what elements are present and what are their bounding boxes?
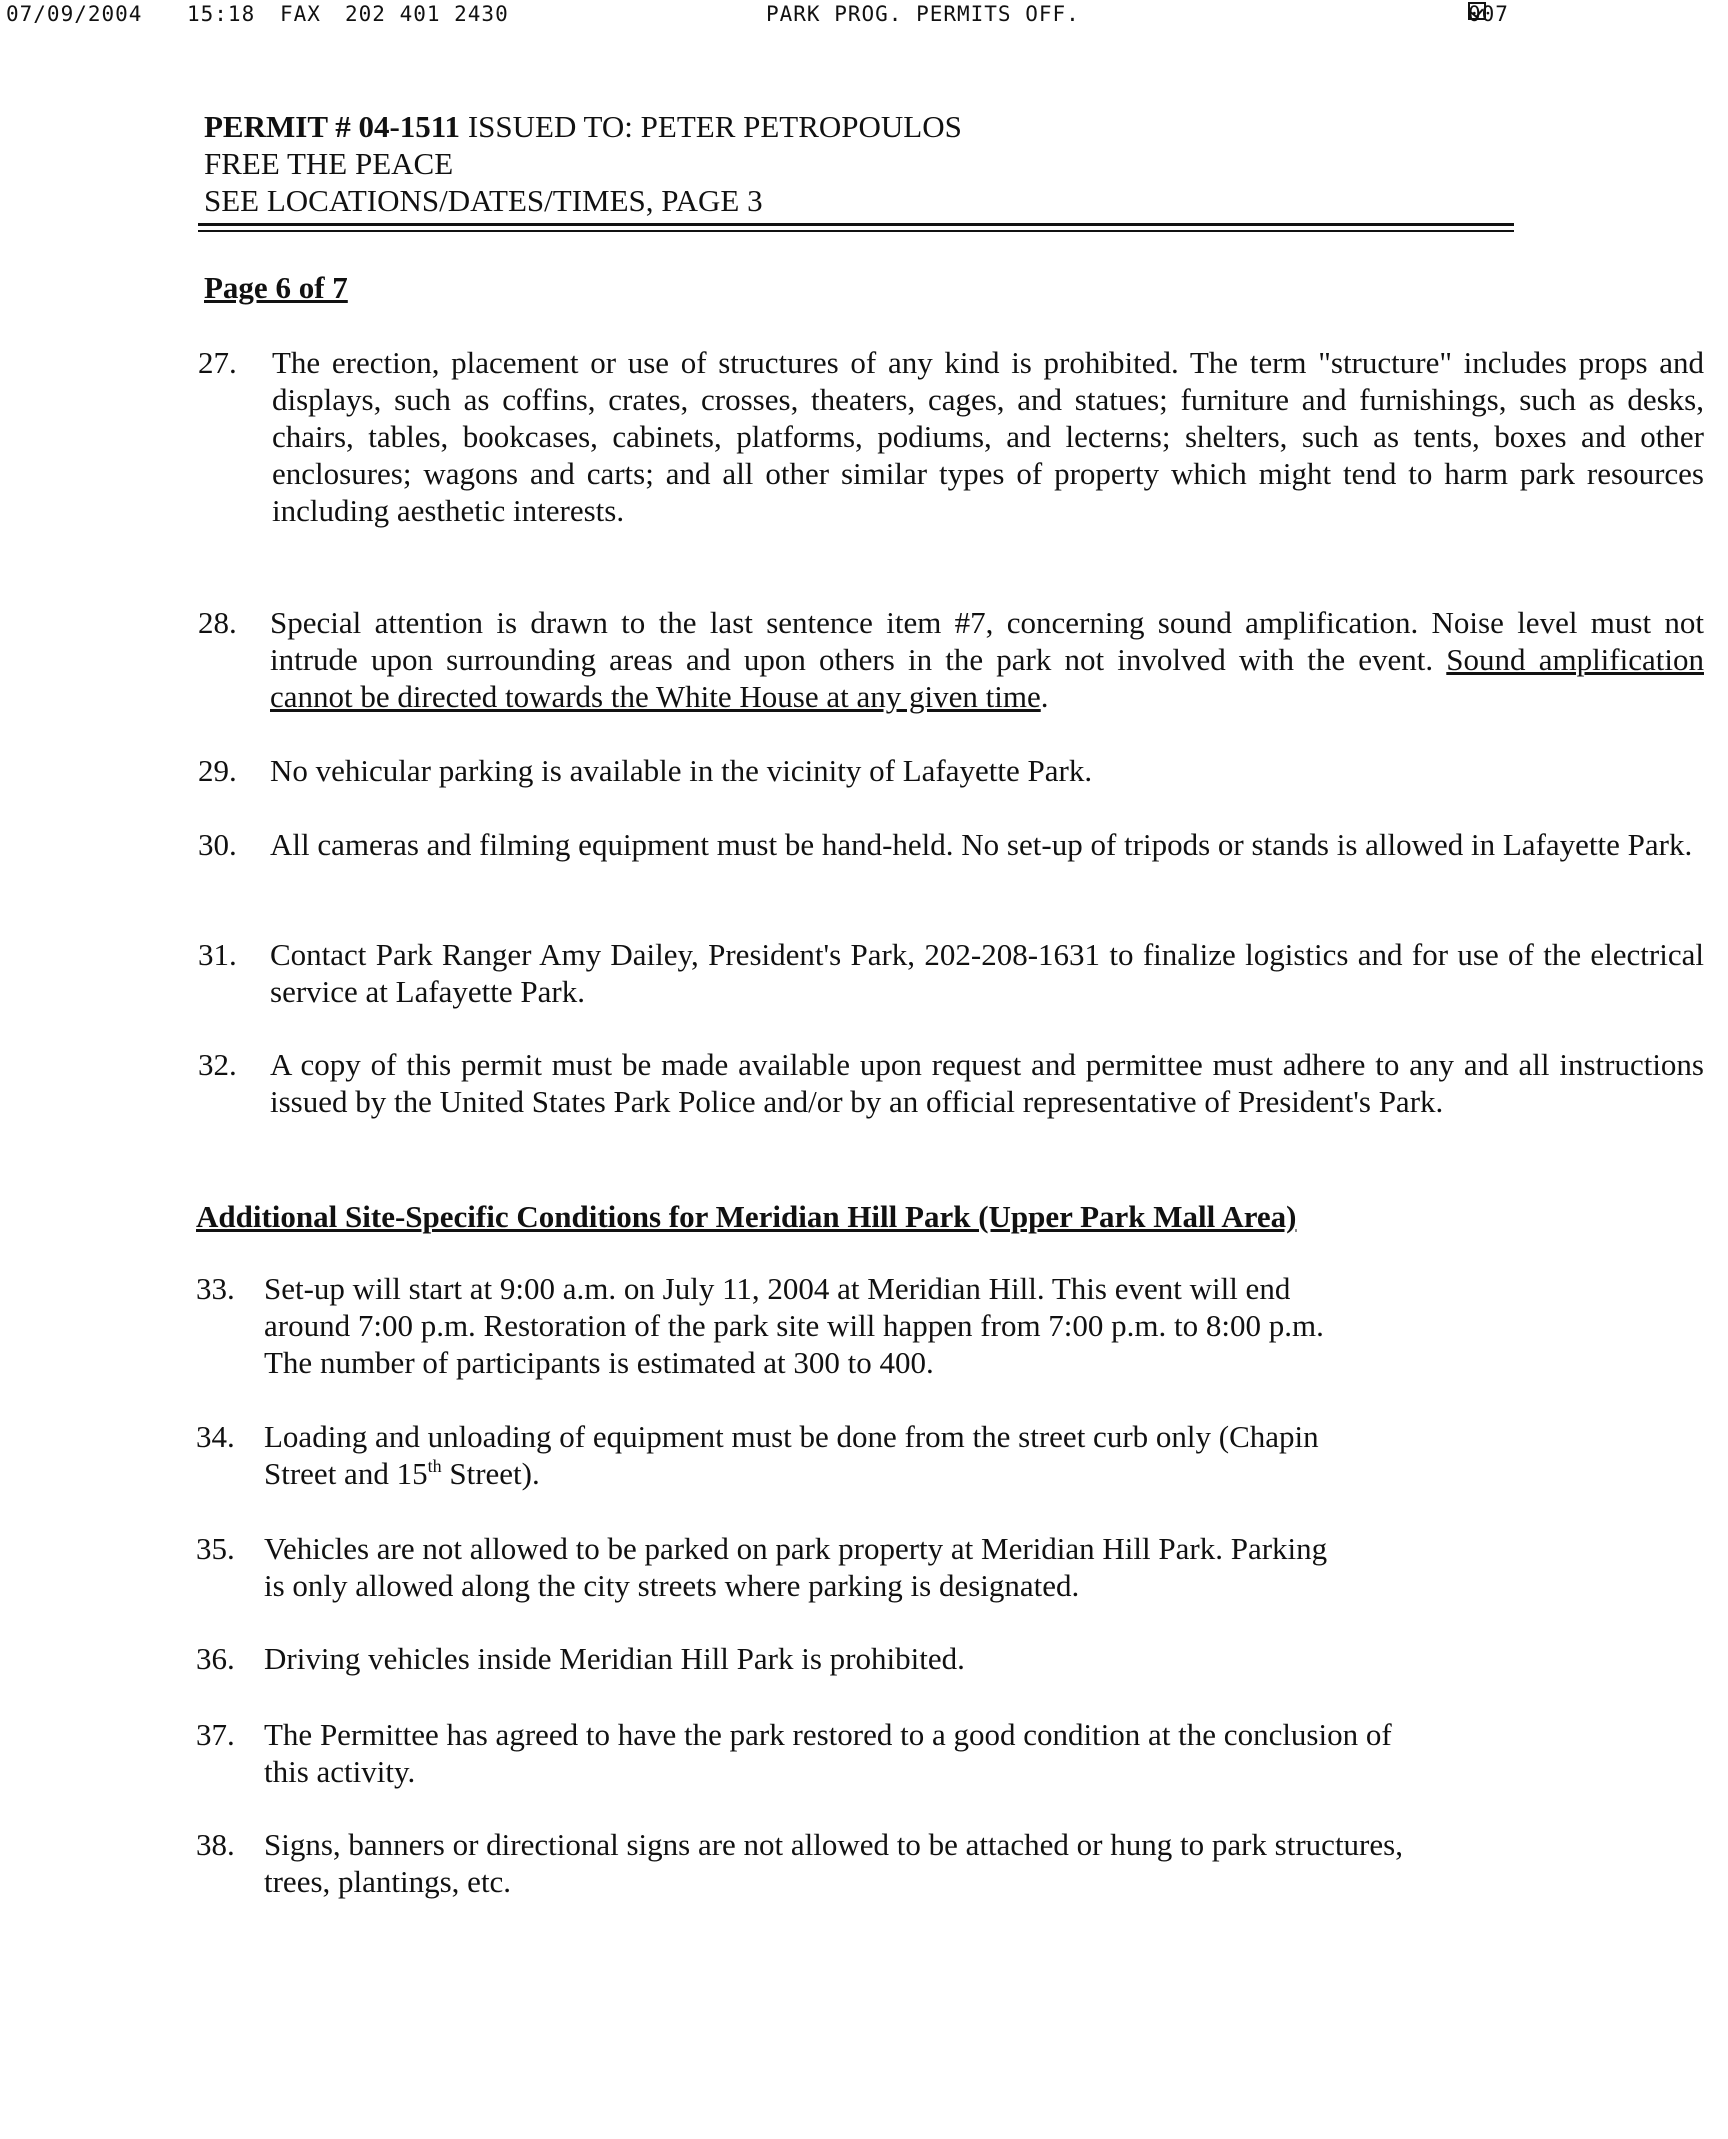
item-line: Driving vehicles inside Meridian Hill Park is prohibited. xyxy=(264,1641,965,1676)
section-heading: Additional Site-Specific Conditions for Meridian Hill Park (Upper Park Mall Area) xyxy=(196,1199,1297,1234)
permit-number: PERMIT # 04-1511 xyxy=(204,109,461,144)
superscript: th xyxy=(427,1456,442,1476)
list-item xyxy=(198,344,1704,574)
header-rule xyxy=(198,223,1514,226)
item-text-underlined: Sound amplification cannot be directed towards the White House at any given time xyxy=(270,642,1704,714)
fax-type: FAX xyxy=(280,2,321,26)
item-text xyxy=(264,1418,1564,1492)
item-text: The erection, placement or use of structures of any kind is prohibited. The term "structure" includes props and displays, such as coffins, crates, crosses, theaters, cages, and statues; furniture and furnishings, such as desks, chairs, tables, bookcases, cabinets, platforms, podiums, and lecterns; shelters, such as tents, boxes and other enclosures; wagons and carts; and all other similar types of property which might tend to harm park resources including aesthetic interests. xyxy=(272,345,1704,528)
item-line: is only allowed along the city streets where parking is designated. xyxy=(264,1568,1080,1603)
fax-office: PARK PROG. PERMITS OFF. xyxy=(766,2,1080,26)
item-number: 27. xyxy=(198,345,237,380)
item-line: Vehicles are not allowed to be parked on park property at Meridian Hill Park. Parking xyxy=(264,1531,1328,1566)
item-text xyxy=(270,604,1704,715)
item-line-text: Street). xyxy=(441,1456,540,1491)
item-line: this activity. xyxy=(264,1754,416,1789)
fax-phone: 202 401 2430 xyxy=(345,2,509,26)
item-line: Loading and unloading of equipment must be done from the street curb only (Chapin xyxy=(264,1419,1319,1454)
item-line-text: Street and 15 xyxy=(264,1456,428,1491)
item-text-main: Special attention is drawn to the last sentence item #7, concerning sound amplification. Noise level must not intrude upon surrounding areas and upon others in the park not involved with the event. xyxy=(270,605,1704,677)
item-text: Contact Park Ranger Amy Dailey, President's Park, 202-208-1631 to finalize logistics and for use of the electrical service at Lafayette Park. xyxy=(270,937,1704,1009)
item-text xyxy=(264,1826,1604,1900)
item-number: 30. xyxy=(198,827,237,862)
item-line: The Permittee has agreed to have the park restored to a good condition at the conclusion of xyxy=(264,1717,1392,1752)
permit-header xyxy=(204,108,1504,219)
fax-time: 15:18 xyxy=(187,2,256,26)
item-number: 28. xyxy=(198,605,237,640)
permit-issued-to: ISSUED TO: PETER PETROPOULOS xyxy=(460,109,962,144)
item-text: All cameras and filming equipment must be hand-held. No set-up of tripods or stands is allowed in Lafayette Park. xyxy=(270,827,1693,862)
item-line: around 7:00 p.m. Restoration of the park site will happen from 7:00 p.m. to 8:00 p.m. xyxy=(264,1308,1324,1343)
item-text: A copy of this permit must be made available upon request and permittee must adhere to any and all instructions issued by the United States Park Police and/or by an official representative of President's Park. xyxy=(270,1047,1704,1119)
item-number: 37. xyxy=(196,1717,235,1752)
item-text: No vehicular parking is available in the vicinity of Lafayette Park. xyxy=(270,753,1093,788)
fax-page-number: 007 xyxy=(1468,2,1509,26)
item-text xyxy=(264,1270,1564,1381)
item-line: Signs, banners or directional signs are not allowed to be attached or hung to park structures, xyxy=(264,1827,1403,1862)
item-number: 36. xyxy=(196,1641,235,1676)
item-text-end: . xyxy=(1040,679,1049,714)
item-number: 31. xyxy=(198,937,237,972)
page-label: Page 6 of 7 xyxy=(204,270,348,305)
permit-event: FREE THE PEACE xyxy=(204,146,454,181)
item-line: trees, plantings, etc. xyxy=(264,1864,512,1899)
header-rule xyxy=(198,230,1514,232)
fax-date: 07/09/2004 xyxy=(6,2,143,26)
item-number: 34. xyxy=(196,1419,235,1454)
permit-line xyxy=(204,108,1504,145)
item-number: 33. xyxy=(196,1271,235,1306)
permit-see: SEE LOCATIONS/DATES/TIMES, PAGE 3 xyxy=(204,183,763,218)
item-line xyxy=(264,1455,1564,1492)
item-number: 29. xyxy=(198,753,237,788)
item-text xyxy=(264,1530,1564,1604)
item-number: 35. xyxy=(196,1531,235,1566)
item-text xyxy=(264,1640,1564,1677)
item-number: 32. xyxy=(198,1047,237,1082)
item-line: The number of participants is estimated at 300 to 400. xyxy=(264,1345,934,1380)
item-text xyxy=(264,1716,1604,1790)
item-number: 38. xyxy=(196,1827,235,1862)
item-line: Set-up will start at 9:00 a.m. on July 11, 2004 at Meridian Hill. This event will end xyxy=(264,1271,1291,1306)
